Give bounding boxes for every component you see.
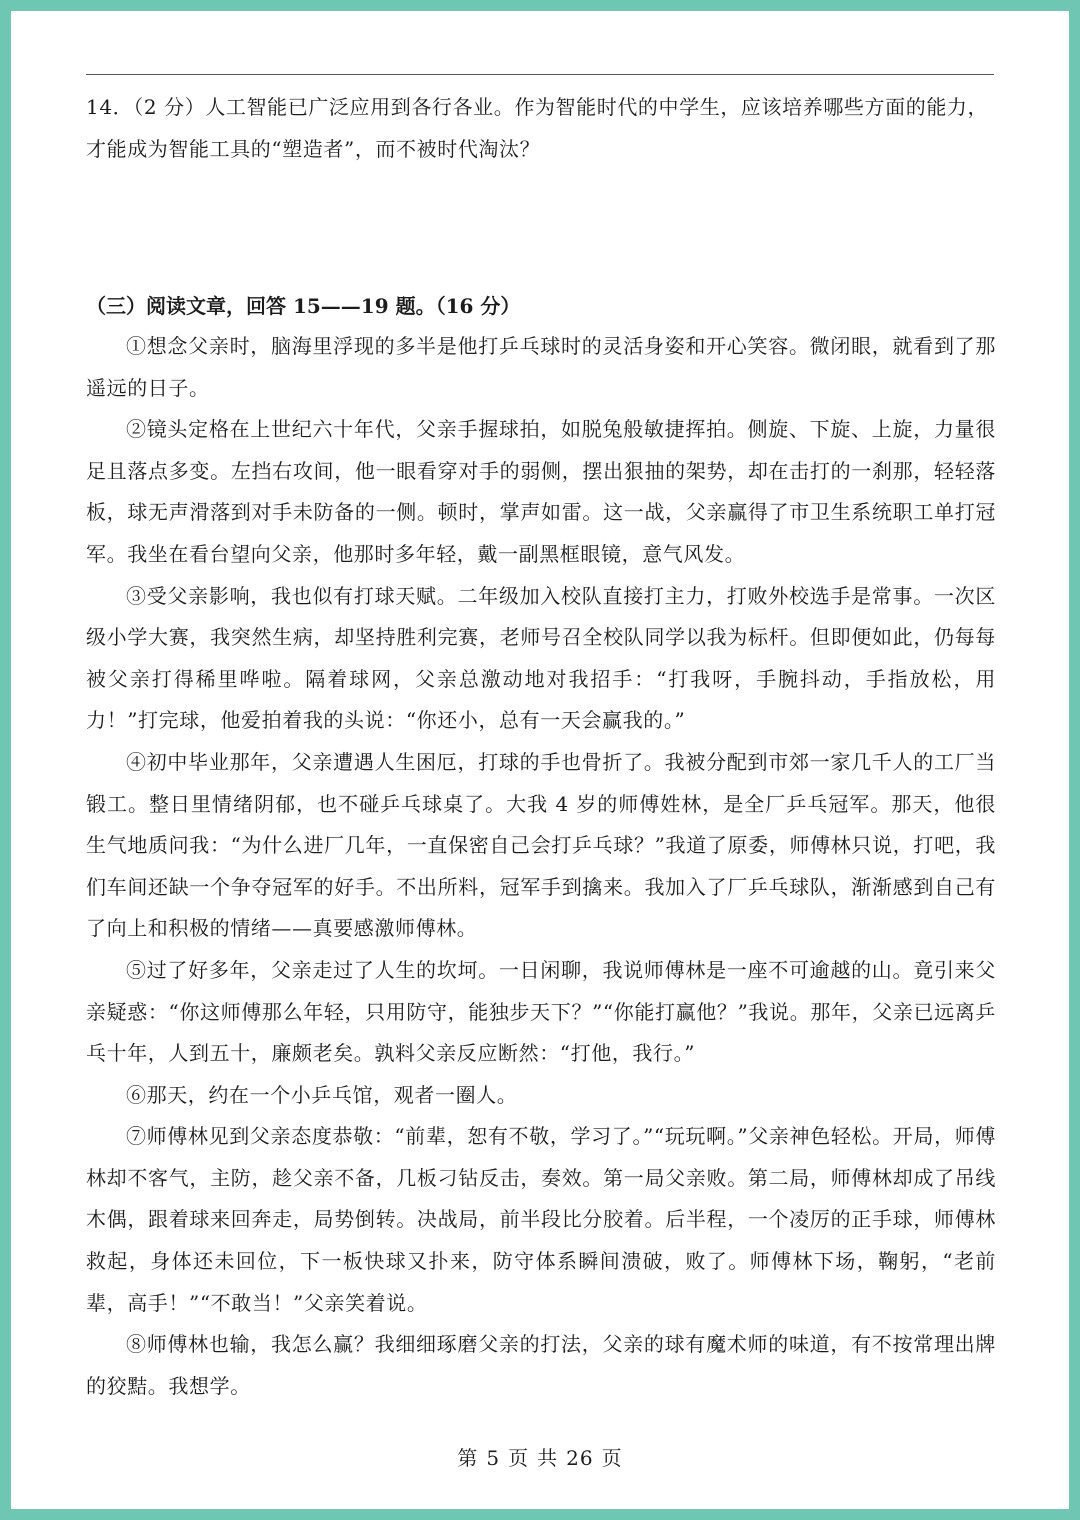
page-footer [0,1438,1080,1478]
footer-total-number: 26 [566,1446,594,1470]
paragraph-8: ⑧师傅林也输，我怎么赢？我细细琢磨父亲的打法，父亲的球有魔术师的味道，有不按常理出牌的狡黠。我想学。 [86,1332,996,1398]
footer-total-unit: 页 [601,1446,623,1470]
reading-article [86,326,996,1407]
paragraph-7: ⑦师傅林见到父亲态度恭敬：“前辈，恕有不敬，学习了。”“玩玩啊。”父亲神色轻松。开局，师傅林却不客气，主防，趁父亲不备，几板刁钻反击，奏效。第一局父亲败。第二局，师傅林却成了吊线木偶，跟着球来回奔走，局势倒转。决战局，前半段比分胶着。后半程，一个凌厉的正手球，师傅林救起，身体还未回位，下一板快球又扑来，防守体系瞬间溃破，败了。师傅林下场，鞠躬，“老前辈，高手！”“不敢当！”父亲笑着说。 [86,1124,996,1315]
footer-page-word: 第 [457,1446,479,1470]
question-14: 14．（2 分）人工智能已广泛应用到各行各业。作为智能时代的中学生，应该培养哪些方面的能力，才能成为智能工具的“塑造者”，而不被时代淘汰？ [86,95,989,161]
paragraph-3: ③受父亲影响，我也似有打球天赋。二年级加入校队直接打主力，打败外校选手是常事。一次区级小学大赛，我突然生病，却坚持胜利完赛，老师号召全校队同学以我为标杆。但即便如此，仍每每被父亲打得稀里哗啦。隔着球网，父亲总激动地对我招手：“打我呀，手腕抖动，手指放松，用力！”打完球，他爱拍着我的头说：“你还小，总有一天会赢我的。” [86,583,996,733]
footer-total-word: 共 [537,1446,559,1470]
paragraph-2: ②镜头定格在上世纪六十年代，父亲手握球拍，如脱兔般敏捷挥拍。侧旋、下旋、上旋，力量很足且落点多变。左挡右攻间，他一眼看穿对手的弱侧，摆出狠抽的架势，却在击打的一刹那，轻轻落板，球无声滑落到对手未防备的一侧。顿时，掌声如雷。这一战，父亲赢得了市卫生系统职工单打冠军。我坐在看台望向父亲，他那时多年轻，戴一副黑框眼镜，意气风发。 [86,417,996,566]
paragraph-1: ①想念父亲时，脑海里浮现的多半是他打乒乓球时的灵活身姿和开心笑容。微闭眼，就看到了那遥远的日子。 [86,334,996,400]
paragraph-6: ⑥那天，约在一个小乒乓馆，观者一圈人。 [126,1082,518,1107]
section-3-heading: （三）阅读文章，回答 15——19 题。（16 分） [86,294,521,318]
top-divider [86,74,994,75]
paragraph-5: ⑤过了好多年，父亲走过了人生的坎坷。一日闲聊，我说师傅林是一座不可逾越的山。竟引来父亲疑惑：“你这师傅那么年轻，只用防守，能独步天下？”“你能打赢他？”我说。那年，父亲已远离乒乓十年，人到五十，廉颇老矣。孰料父亲反应断然：“打他，我行。” [86,957,996,1066]
footer-page-number: 5 [486,1446,501,1470]
footer-page-unit: 页 [508,1446,530,1470]
paragraph-4: ④初中毕业那年，父亲遭遇人生困厄，打球的手也骨折了。我被分配到市郊一家几千人的工厂当锻工。整日里情绪阴郁，也不碰乒乓球桌了。大我 4 岁的师傅姓林，是全厂乒乓冠军。那天，他很生气地质问我：“为什么进厂几年，一直保密自己会打乒乓球？”我道了原委，师傅林只说，打吧，我们车间还缺一个争夺冠军的好手。不出所料，冠军手到擒来。我加入了厂乒乓球队，渐渐感到自己有了向上和积极的情绪——真要感激师傅林。 [86,749,996,941]
